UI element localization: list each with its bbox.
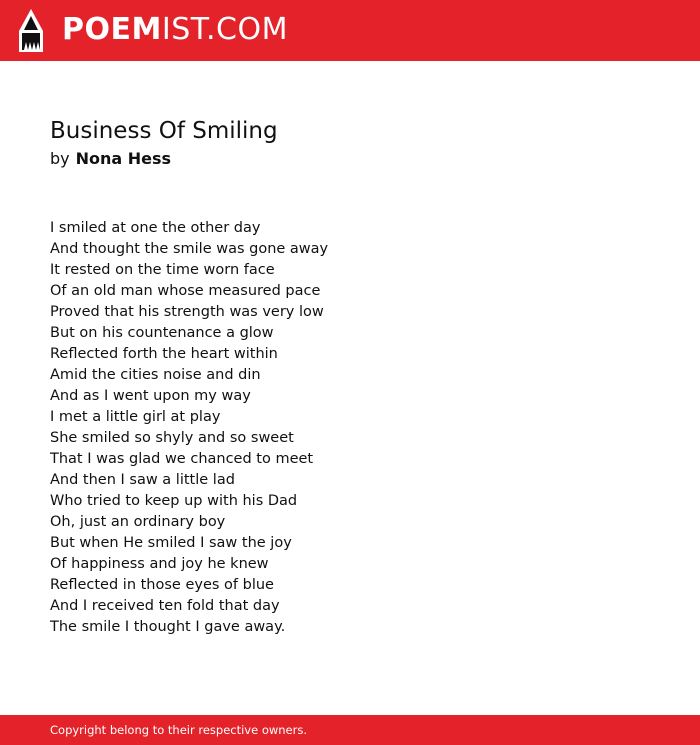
site-footer [0, 715, 700, 745]
poem-line: And I received ten fold that day [50, 598, 280, 614]
poem-body [50, 218, 328, 638]
poem-line: Proved that his strength was very low [50, 304, 324, 320]
poem-line: And as I went upon my way [50, 388, 251, 404]
site-logo[interactable] [62, 13, 288, 47]
poem-line: Oh, just an ordinary boy [50, 514, 226, 530]
logo-text-light: IST.COM [161, 12, 288, 47]
pencil-icon[interactable] [17, 9, 45, 52]
poem-line: And then I saw a little lad [50, 472, 235, 488]
copyright-notice: Copyright belong to their respective owners. [50, 723, 308, 737]
author-name: Nona Hess [75, 149, 172, 168]
poem-line: Reflected in those eyes of blue [50, 577, 274, 593]
poem-line: She smiled so shyly and so sweet [50, 430, 294, 446]
poem-line: I smiled at one the other day [50, 220, 261, 236]
logo-text-bold: POEM [62, 12, 162, 47]
poem-line: And thought the smile was gone away [50, 241, 329, 257]
byline [50, 148, 171, 170]
poem-line: Who tried to keep up with his Dad [50, 493, 298, 509]
poem-line: It rested on the time worn face [50, 262, 275, 278]
poem-line: Of happiness and joy he knew [50, 556, 269, 572]
poem-title: Business Of Smiling [50, 118, 278, 144]
poem-line: The smile I thought I gave away. [50, 619, 286, 635]
poem-line: Of an old man whose measured pace [50, 283, 321, 299]
poem-line: That I was glad we chanced to meet [50, 451, 314, 467]
poem-line: I met a little girl at play [50, 409, 221, 425]
by-label: by [50, 149, 70, 168]
poem-line: But when He smiled I saw the joy [50, 535, 292, 551]
poem-line: Reflected forth the heart within [50, 346, 278, 362]
site-header [0, 0, 700, 61]
poem-line: But on his countenance a glow [50, 325, 274, 341]
poem-line: Amid the cities noise and din [50, 367, 261, 383]
